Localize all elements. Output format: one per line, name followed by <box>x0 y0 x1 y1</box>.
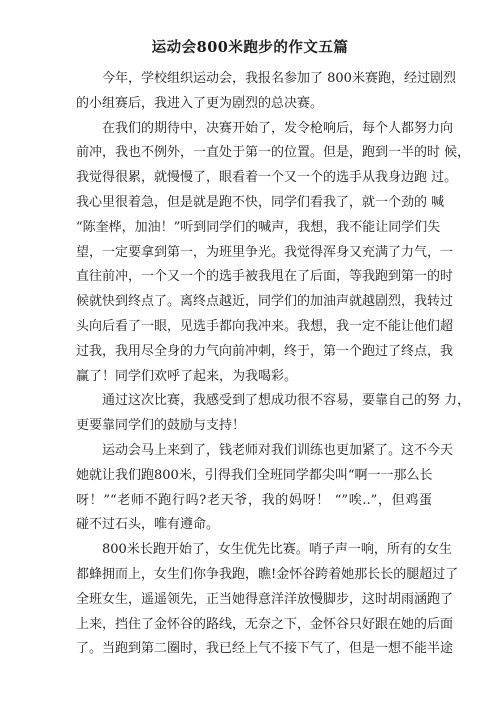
text-line: 我觉得很累，就慢慢了，眼看着一个又一个的选手从我身边跑 过。 <box>76 170 458 186</box>
text-line: 她就让我们跑800米，引得我们全班同学都尖叫“啊一一那么长 <box>76 467 433 483</box>
text-line: 呀！”“老师不跑行吗?老天爷，我的妈呀！ “”唉..”，但鸡蛋 <box>76 492 432 508</box>
text-line: 在我们的期待中，决赛开始了，发令枪响后，每个人都努力向 <box>102 120 454 136</box>
text-line: 赢了！同学们欢呼了起来，为我喝彩。 <box>76 368 298 384</box>
document-body <box>76 67 471 662</box>
text-line: 的小组赛后，我进入了更为剧烈的总决赛。 <box>76 95 324 111</box>
text-line: 都蜂拥而上，女生们你争我跑，瞧!金怀谷跨着她那长长的腿超过了 <box>76 566 459 582</box>
text-line: 通过这次比赛，我感受到了想成功很不容易，要靠自己的努 力， <box>102 393 471 409</box>
text-line: 直往前冲，一个又一个的选手被我甩在了后面，等我跑到第一的时 <box>76 269 454 285</box>
text-line: 碰不过石头，唯有遵命。 <box>76 517 220 533</box>
text-line: “陈奎桦，加油！”听到同学们的喊声，我想，我不能让同学们失 <box>76 219 441 235</box>
text-line: 运动会马上来到了，钱老师对我们训练也更加紧了。这不今天 <box>102 442 454 458</box>
text-line: 过我，我用尽全身的力气向前冲刺，终于，第一个跑过了终点，我 <box>76 343 454 359</box>
text-line: 了。当跑到第二圈时，我已经上气不接下气了，但是一想不能半途 <box>76 641 454 657</box>
text-line: 全班女生，遥遥领先，正当她得意洋洋放慢脚步，这时胡雨涵跑了 <box>76 591 454 607</box>
text-line: 更要靠同学们的鼓励与支持！ <box>76 418 246 434</box>
text-line: 800米长跑开始了，女生优先比赛。哨子声一响，所有的女生 <box>102 542 452 558</box>
text-line: 前冲，我也不例外，一直处于第一的位置。但是，跑到一半的时 候， <box>76 145 471 161</box>
text-line: 头向后看了一眼，见选手都向我冲来。我想，我一定不能让他们超 <box>76 318 454 334</box>
text-line: 望，一定要拿到第一，为班里争光。我觉得浑身又充满了力气，一 <box>76 244 454 260</box>
text-line: 今年，学校组织运动会，我报名参加了 800米赛跑，经过剧烈 <box>102 71 456 86</box>
text-line: 上来，挡住了金怀谷的路线，无奈之下，金怀谷只好跟在她的后面 <box>76 616 454 632</box>
text-line: 我心里很着急，但是就是跑不快，同学们看我了，就一个劲的 喊 <box>76 194 445 210</box>
document-title: 运动会800米跑步的作文五篇 <box>151 39 349 56</box>
text-line: 候就快到终点了。离终点越近，同学们的加油声就越剧烈，我转过 <box>76 294 454 310</box>
